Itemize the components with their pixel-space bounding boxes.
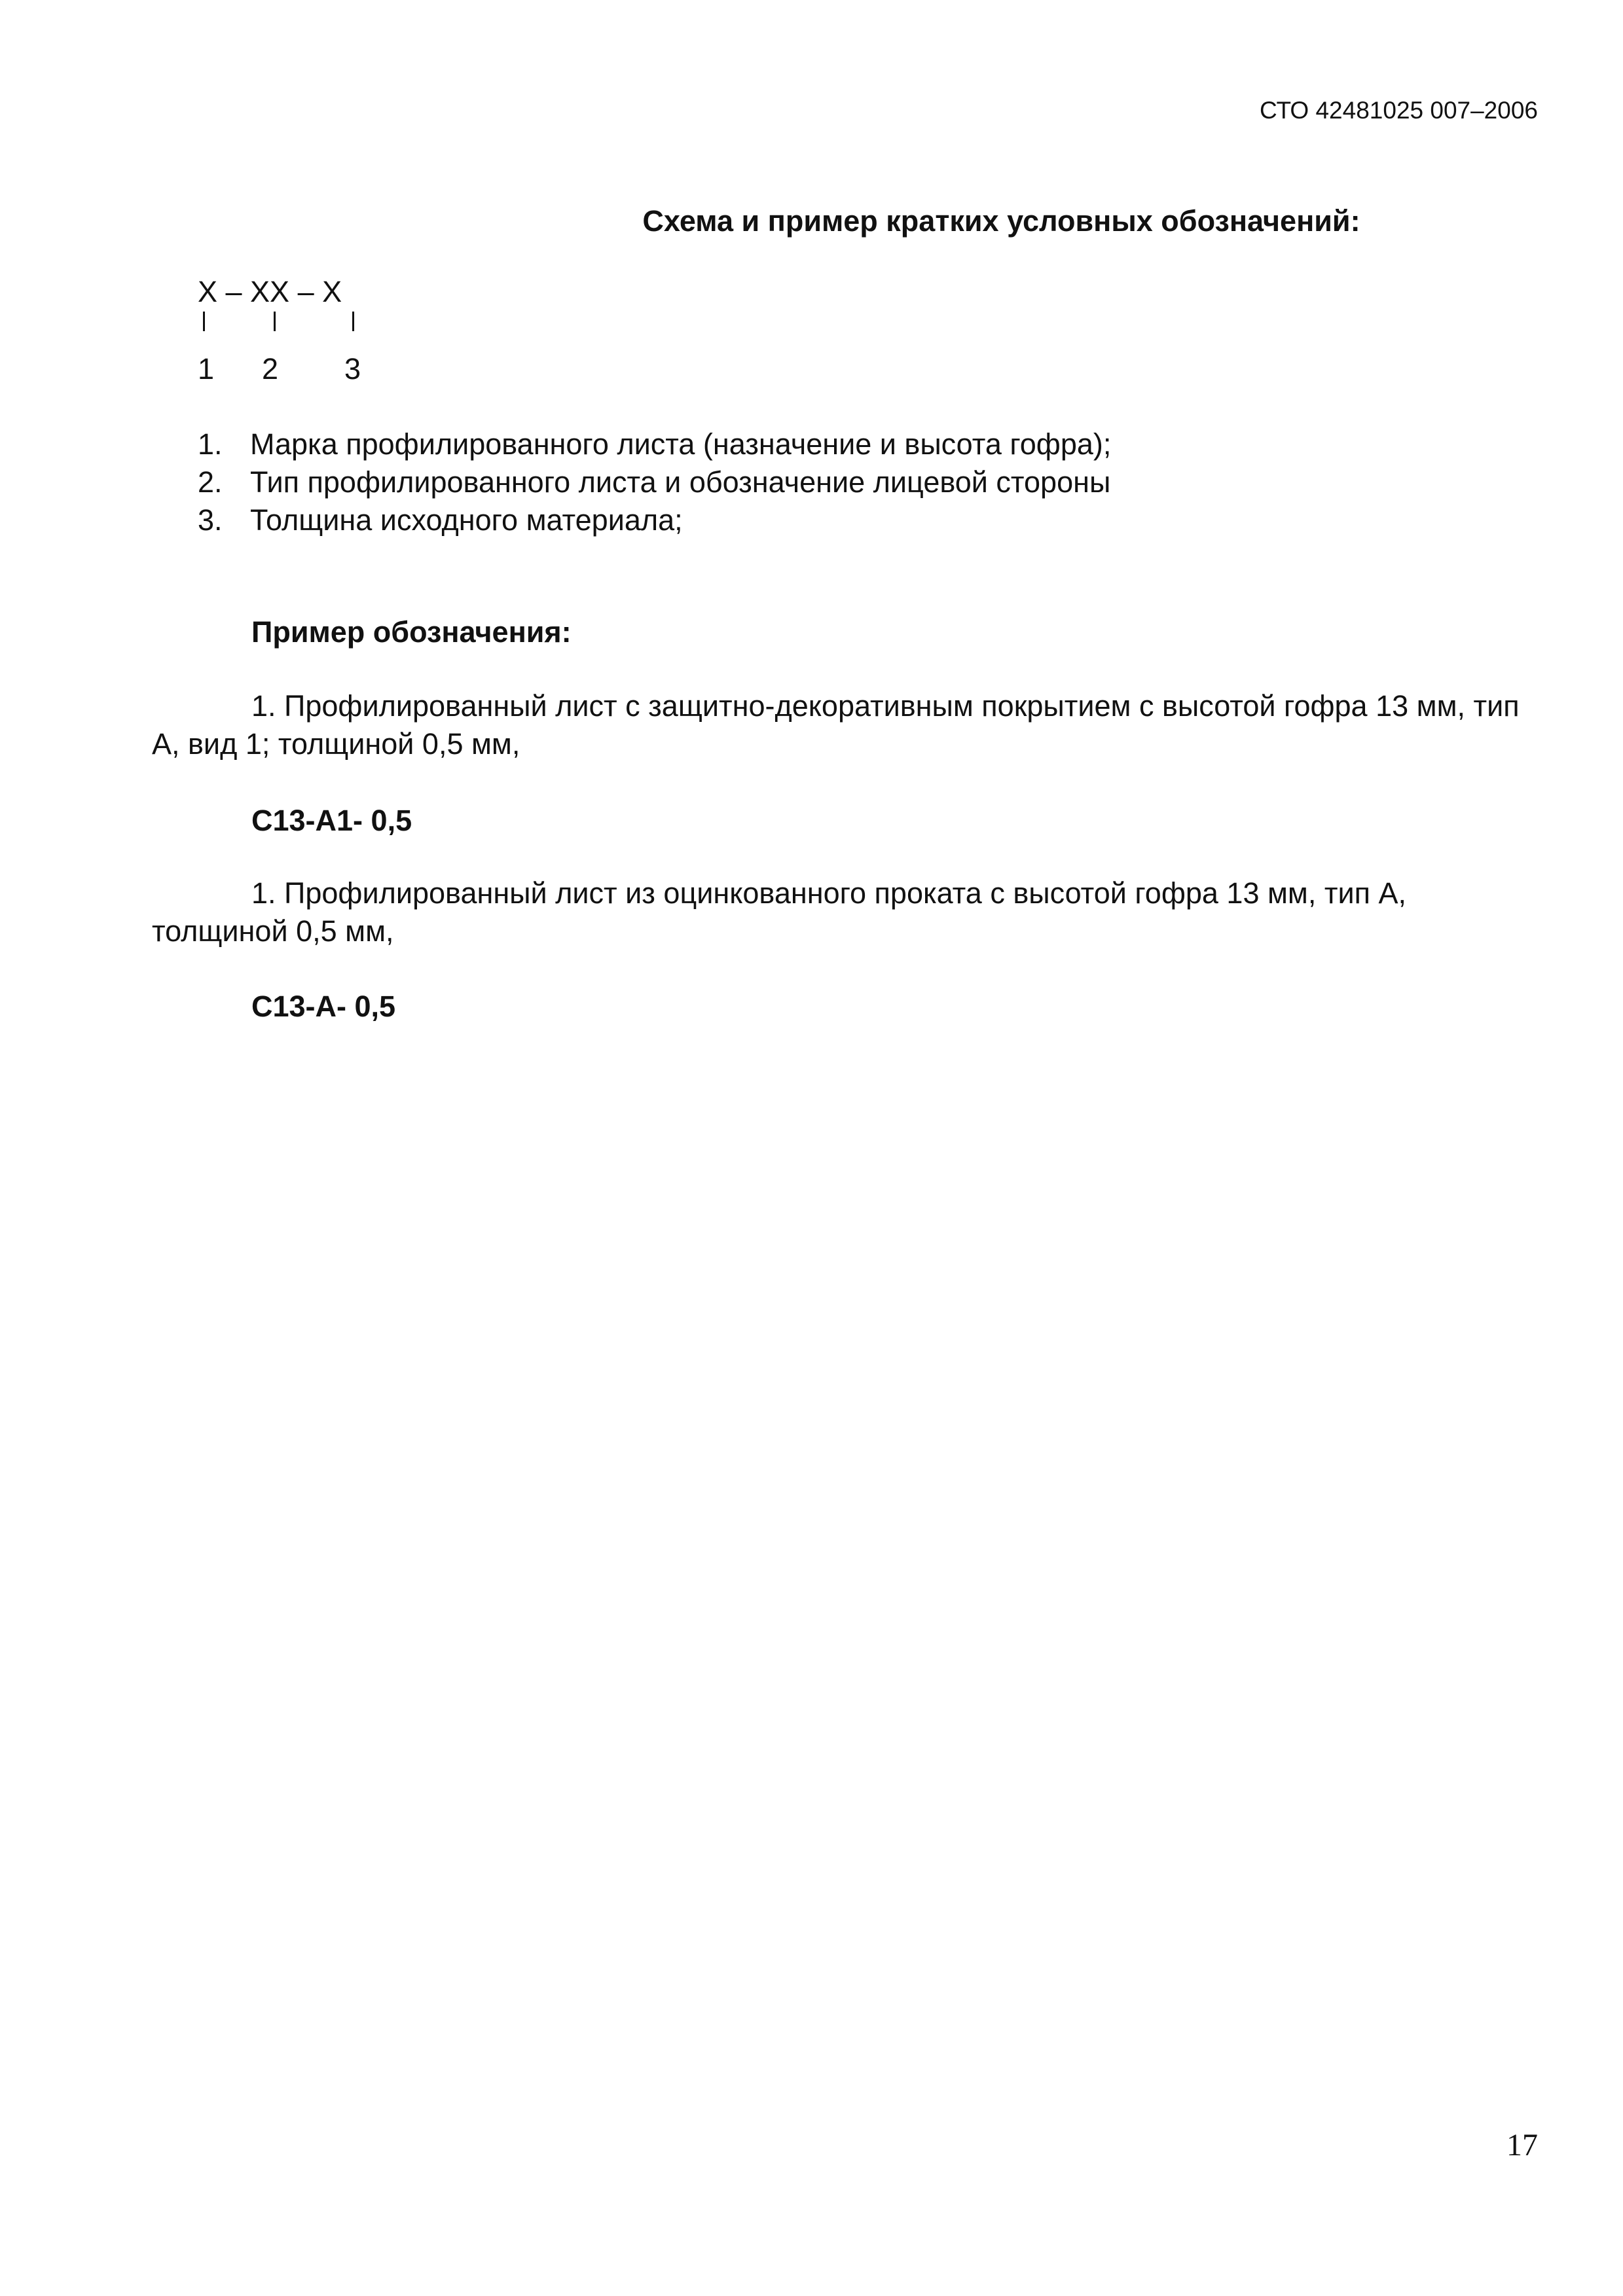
page-number: 17 (1506, 2128, 1538, 2162)
list-item-number: 2. (198, 465, 223, 499)
scheme-tick (274, 312, 276, 331)
designation-scheme (198, 275, 394, 393)
example-description: 1. Профилированный лист с защитно-декоративным покрытием с высотой гофра 13 мм, тип А, вид 1; толщиной 0,5 мм, (152, 689, 1520, 761)
list-item-number: 3. (198, 503, 223, 537)
list-item (198, 463, 1111, 501)
list-item-text: Толщина исходного материала; (250, 503, 683, 537)
example-description: 1. Профилированный лист из оцинкованного проката с высотой гофра 13 мм, тип А, толщиной 0,5 мм, (152, 876, 1406, 948)
list-item (198, 501, 1111, 539)
example-heading: Пример обозначения: (251, 615, 572, 649)
list-item-text: Тип профилированного листа и обозначение лицевой стороны (250, 465, 1111, 499)
scheme-legend-list (198, 425, 1111, 539)
scheme-position-number: 1 (198, 352, 215, 386)
scheme-heading: Схема и пример кратких условных обозначений: (642, 204, 1360, 238)
scheme-position-number: 2 (262, 352, 279, 386)
scheme-tick (352, 312, 354, 331)
list-item (198, 425, 1111, 463)
list-item-text: Марка профилированного листа (назначение и высота гофра); (250, 427, 1112, 461)
scheme-formula: X – XX – X (198, 275, 342, 308)
list-item-number: 1. (198, 427, 223, 461)
scheme-position-number: 3 (344, 352, 361, 386)
scheme-tick (203, 312, 205, 331)
example-code: С13-А- 0,5 (251, 990, 396, 1023)
document-code: СТО 42481025 007–2006 (1259, 97, 1538, 124)
example-code: С13-А1- 0,5 (251, 804, 412, 837)
